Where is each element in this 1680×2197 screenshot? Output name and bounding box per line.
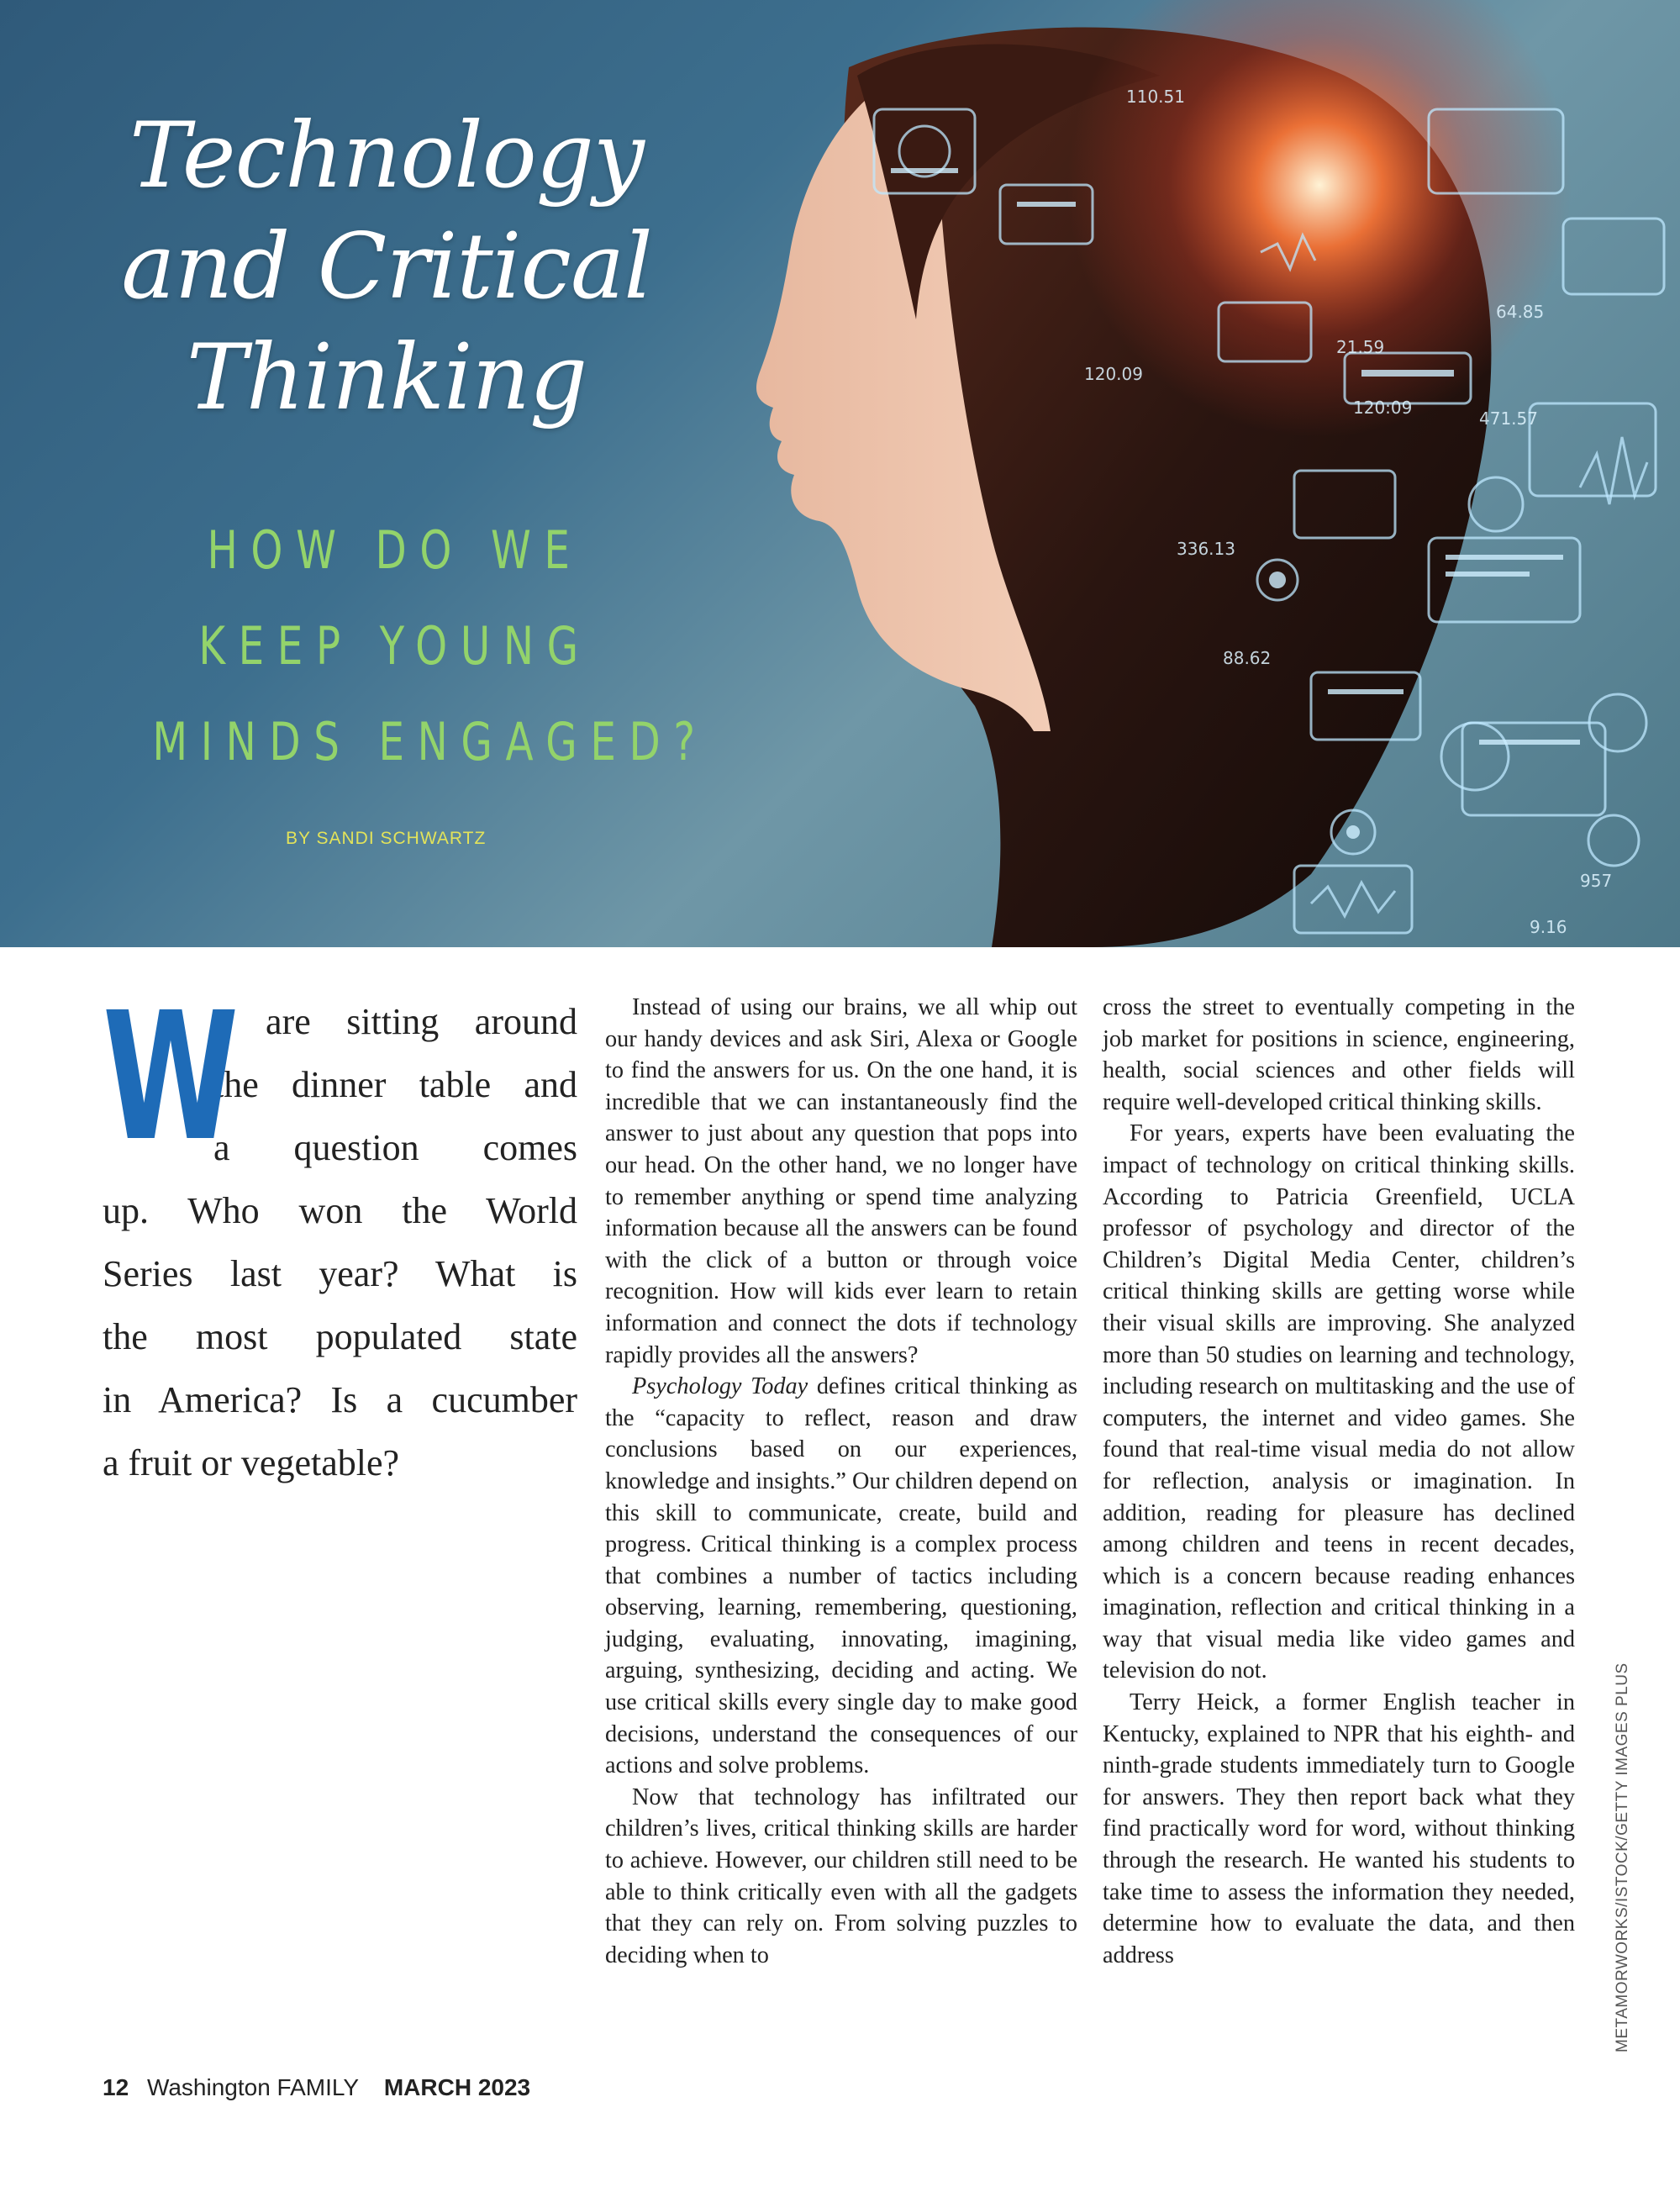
article-title — [92, 101, 681, 434]
issue-date: MARCH 2023 — [383, 2074, 531, 2100]
hud-label-6: 120.09 — [1084, 364, 1143, 384]
hero-image — [0, 0, 1680, 947]
article-subtitle — [152, 503, 708, 790]
paragraph: Terry Heick, a former English teacher in Kentucky, explained to NPR that his eighth- and ninth-grade students immediately turn to Google for answers. They then report back what they find practically word for word, without thinking through the research. He wanted his students to take time to assess the information they needed, determine how to evaluate the data, and then address — [1103, 1689, 1575, 1968]
subtitle-line-3: MINDS ENGAGED? — [152, 711, 708, 772]
hud-label-1: 110.51 — [1126, 87, 1185, 107]
hud-label-2: 64.85 — [1496, 302, 1545, 322]
paragraph — [605, 1371, 1077, 1782]
hud-label-8: 88.62 — [1223, 648, 1272, 668]
hud-label-5: 120:09 — [1353, 398, 1413, 418]
paragraph: For years, experts have been evaluating the impact of technology on critical thinking skills. According to Patricia Greenfield, UCLA professor of psychology and director of the Children’s Digital Media Center, children’s critical thinking skills are getting worse while their visual skills are improving. She analyzed more than 50 studies on learning and technology, including research on multitasking and the use of computers, the internet and video games. She found that real-time visual media do not allow for reflection, analysis or imagination. In addition, reading for pleasure has declined among children and teens in recent decades, which is a concern because reading enhances imagination, reflection and critical thinking in a way that visual media like video games and television do not. — [1103, 1120, 1575, 1684]
publication-name: Psychology Today — [632, 1373, 808, 1400]
body-column-2 — [605, 992, 1077, 1971]
lead-line: in America? Is a cucumber — [103, 1379, 577, 1420]
lead-paragraph — [103, 974, 577, 1494]
lead-line: the most populated state — [103, 1316, 577, 1357]
hud-label-7: 336.13 — [1177, 539, 1235, 559]
hud-label-9: 957 — [1580, 871, 1613, 891]
lead-line: Series last year? What is — [103, 1253, 577, 1294]
body-column-3 — [1103, 992, 1575, 1971]
paragraph: Now that technology has infiltrated our children’s lives, critical thinking skills are harder to achieve. However, our children still need to be able to think critically even with all the gadgets that they can rely on. From solving puzzles to deciding when to — [605, 1783, 1077, 1968]
title-line-1: Technology — [129, 103, 644, 208]
page-footer — [103, 2074, 530, 2101]
drop-cap: W — [103, 974, 240, 1180]
publication-name: Washington FAMILY — [146, 2074, 360, 2100]
paragraph: cross the street to eventually competing in the job market for positions in science, engineering, health, social sciences and other fields will require well-developed critical thinking skills. — [1103, 994, 1575, 1115]
byline: BY SANDI SCHWARTZ — [286, 829, 487, 848]
subtitle-line-1: HOW DO WE — [207, 519, 583, 581]
paragraph: Instead of using our brains, we all whip out our handy devices and ask Siri, Alexa or Google to find the answers for us. On the one hand, it is incredible that we can instantaneously find the answer to just about any question that pops into our head. On the other hand, we no longer have to remember anything or spend time analyzing information because all the answers can be found with the click of a button or through voice recognition. How will kids ever learn to retain information and connect the dots if technology rapidly provides all the answers? — [605, 994, 1077, 1368]
subtitle-line-2: KEEP YOUNG — [198, 615, 592, 677]
hud-label-3: 21.59 — [1336, 337, 1385, 357]
page-number: 12 — [103, 2074, 129, 2100]
lead-line: a question comes — [213, 1127, 577, 1168]
lead-line: a fruit or vegetable? — [103, 1442, 400, 1483]
hud-label-4: 471.57 — [1479, 408, 1538, 429]
hud-label-10: 9.16 — [1530, 917, 1567, 937]
photo-credit: METAMORWORKS/ISTOCK/GETTY IMAGES PLUS — [1614, 1662, 1631, 2052]
title-line-3: Thinking — [186, 325, 587, 430]
paragraph-text: defines critical thinking as the “capacity to reflect, reason and draw conclusions based on our experiences, knowledge and insights.” Our children depend on this skill to communicate, create, build and progress. Critical thinking is a complex process that combines a number of tactics including observing, learning, remembering, questioning, judging, evaluating, innovating, imagining, arguing, synthesizing, deciding and acting. We use critical skills every single day to make good decisions, understand the consequences of our actions and solve problems. — [605, 1373, 1077, 1779]
lead-line: up. Who won the World — [103, 1190, 577, 1231]
title-line-2: and Critical — [121, 214, 652, 319]
lead-line: e are sitting around — [213, 1001, 577, 1042]
lead-line: the dinner table and — [213, 1064, 577, 1105]
